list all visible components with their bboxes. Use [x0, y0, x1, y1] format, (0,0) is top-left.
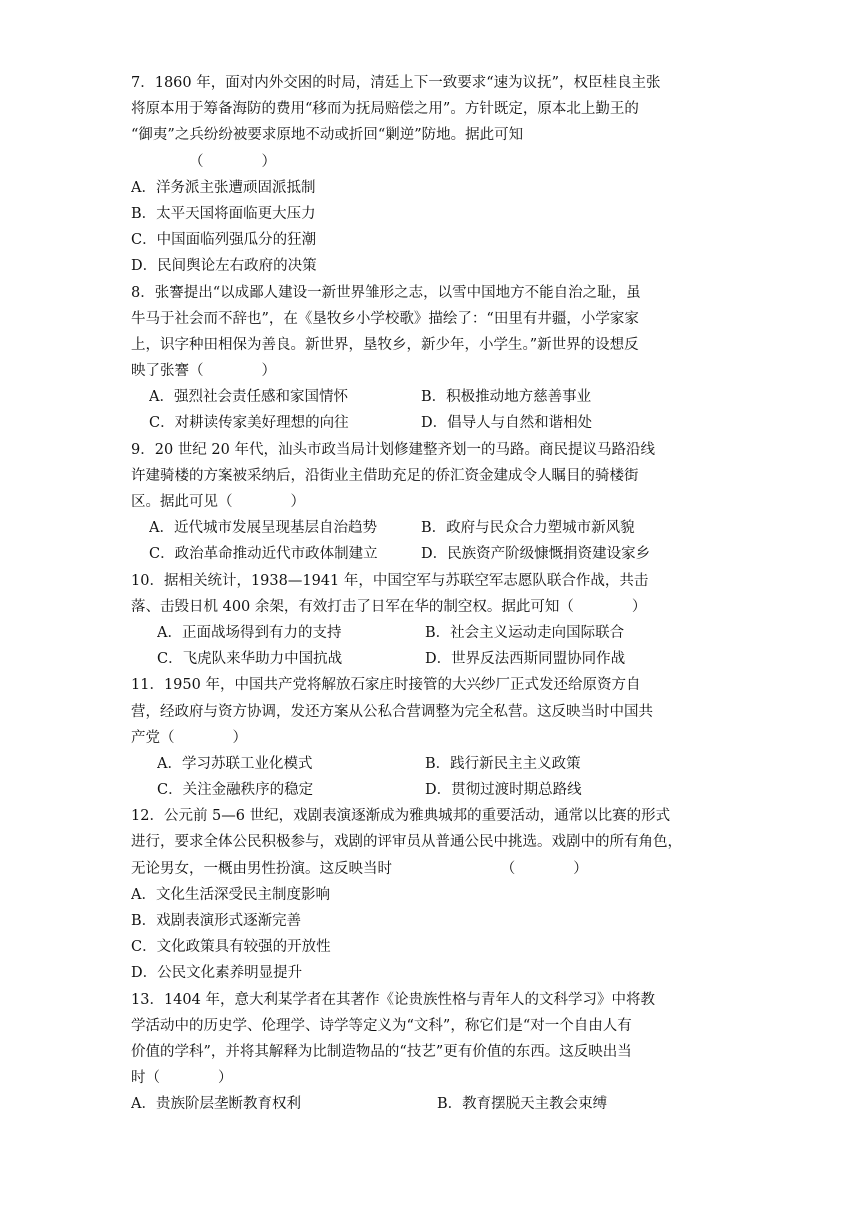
question-text-line: 区。据此可见（ ）	[131, 494, 305, 510]
question-10	[131, 568, 737, 673]
exam-page	[131, 70, 737, 1118]
question-text-line: 13．1404 年，意大利某学者在其著作《论贵族性格与青年人的文科学习》中将教	[131, 991, 655, 1008]
options-row	[131, 646, 737, 672]
question-8	[131, 280, 737, 437]
option-a[interactable]: A．贵族阶层垄断教育权利	[131, 1096, 301, 1113]
question-text-line: 9．20 世纪 20 年代，汕头市政当局计划修建整齐划一的马路。商民提议马路沿线	[131, 441, 655, 458]
option-a[interactable]: A．学习苏联工业化模式	[157, 755, 313, 772]
question-9	[131, 437, 737, 568]
options-row	[131, 751, 737, 777]
question-13	[131, 987, 737, 1118]
option-c[interactable]: C．飞虎队来华助力中国抗战	[157, 651, 343, 668]
question-text-line: 7．1860 年，面对内外交困的时局，清廷上下一致要求“速为议抚”，权臣桂良主张	[131, 75, 661, 91]
option-a[interactable]: A．近代城市发展呈现基层自治趋势	[149, 520, 377, 537]
question-text-line: “御夷”之兵纷纷被要求原地不动或折回“剿逆”防地。据此可知	[131, 127, 524, 144]
question-text-line: 11．1950 年，中国共产党将解放石家庄时接管的大兴纱厂正式发还给原资方自	[131, 677, 641, 694]
options-row	[131, 515, 737, 541]
question-text-line: 将原本用于筹备海防的费用“移而为抚局赔偿之用”。方针既定，原本北上勤王的	[131, 101, 639, 118]
question-7	[131, 70, 737, 280]
option-d[interactable]: D．民间舆论左右政府的决策	[131, 258, 317, 275]
question-text-line: 学活动中的历史学、伦理学、诗学等定义为“文科”，称它们是“对一个自由人有	[131, 1017, 632, 1034]
option-a[interactable]: A．洋务派主张遭顽固派抵制	[131, 179, 316, 196]
question-text-line: 进行，要求全体公民积极参与，戏剧的评审员从普通公民中挑选。戏剧中的所有角色，	[131, 834, 682, 851]
question-text-line: 牛马于社会而不辞也”，在《垦牧乡小学校歌》描绘了：“田里有井疆，小学家家	[131, 310, 639, 327]
options-row	[131, 384, 737, 410]
option-a[interactable]: A．文化生活深受民主制度影响	[131, 886, 330, 903]
option-b[interactable]: B．积极推动地方慈善事业	[421, 389, 592, 406]
question-text-line: 许建骑楼的方案被采纳后，沿街业主借助充足的侨汇资金建成令人瞩目的骑楼街	[131, 467, 639, 484]
option-b[interactable]: B．政府与民众合力塑城市新风貌	[421, 520, 635, 537]
question-text-line: 落、击毁日机 400 余架，有效打击了日军在华的制空权。据此可知（ ）	[131, 598, 647, 615]
options-row	[131, 410, 737, 436]
question-text-line: 价值的学科”，并将其解释为比制造物品的“技艺”更有价值的东西。这反映出当	[131, 1043, 632, 1060]
question-text-line: 8．张謇提出“以成鄙人建设一新世界雏形之志，以雪中国地方不能自治之耻，虽	[131, 284, 641, 301]
question-text-line: 10．据相关统计，1938—1941 年，中国空军与苏联空军志愿队联合作战，共击	[131, 572, 649, 589]
answer-blank: （ ）	[189, 153, 276, 170]
option-d[interactable]: D．民族资产阶级慷慨捐资建设家乡	[421, 546, 651, 563]
option-b[interactable]: B．践行新民主主义政策	[425, 755, 581, 772]
question-text-line: 上，识字种田相保为善良。新世界，垦牧乡，新少年，小学生。”新世界的设想反	[131, 336, 639, 353]
question-text-line: 产党（ ）	[131, 729, 247, 746]
question-11	[131, 672, 737, 803]
option-b[interactable]: B．太平天国将面临更大压力	[131, 205, 316, 222]
option-d[interactable]: D．贯彻过渡时期总路线	[425, 782, 582, 799]
option-b[interactable]: B．教育摆脱天主教会束缚	[437, 1096, 608, 1113]
option-c[interactable]: C．关注金融秩序的稳定	[157, 782, 314, 799]
question-text-line: 映了张謇（ ）	[131, 363, 276, 380]
option-b[interactable]: B．戏剧表演形式逐渐完善	[131, 913, 302, 929]
options-row	[131, 541, 737, 567]
option-d[interactable]: D．公民文化素养明显提升	[131, 965, 303, 982]
option-d[interactable]: D．世界反法西斯同盟协同作战	[425, 651, 626, 668]
options-row	[131, 620, 737, 646]
options-row	[131, 777, 737, 803]
option-c[interactable]: C．文化政策具有较强的开放性	[131, 939, 331, 956]
option-c[interactable]: C．中国面临列强瓜分的狂潮	[131, 232, 317, 249]
option-d[interactable]: D．倡导人与自然和谐相处	[421, 415, 593, 432]
option-c[interactable]: C．政治革命推动近代市政体制建立	[149, 546, 378, 563]
question-text-line: 12．公元前 5—6 世纪，戏剧表演逐渐成为雅典城邦的重要活动，通常以比赛的形式	[131, 808, 671, 825]
option-b[interactable]: B．社会主义运动走向国际联合	[425, 624, 625, 641]
question-12	[131, 803, 737, 986]
option-c[interactable]: C．对耕读传家美好理想的向往	[149, 415, 349, 432]
options-row	[131, 1091, 737, 1117]
question-text-line: 无论男女，一概由男性扮演。这反映当时 （ ）	[131, 860, 588, 877]
question-text-line: 营，经政府与资方协调，发还方案从公私合营调整为完全私营。这反映当时中国共	[131, 703, 653, 720]
option-a[interactable]: A．强烈社会责任感和家国情怀	[149, 389, 348, 406]
option-a[interactable]: A．正面战场得到有力的支持	[157, 624, 342, 641]
question-text-line: 时（ ）	[131, 1070, 233, 1087]
